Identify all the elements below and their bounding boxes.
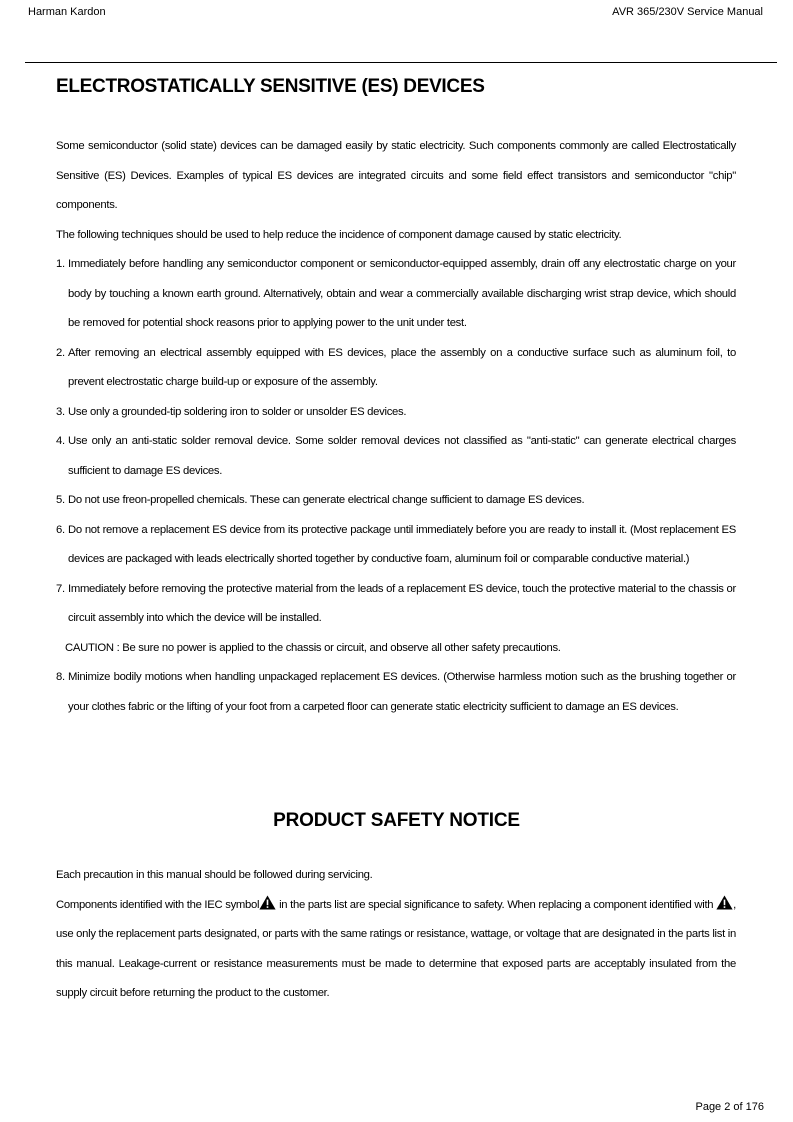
list-item-number: 7. (56, 582, 65, 595)
list-item-text: Immediately before handling any semiconductor component or semiconductor-equipped assembly, drain off any electrostatic charge on your body by touching a known earth ground. Alternatively, obtain and wear a commercially available discharging wrist strap device, which should be removed for potential shock reasons prior to applying power to the unit under test. (68, 258, 736, 329)
list-item (56, 398, 736, 428)
list-item-number: 5. (56, 494, 65, 506)
header-manual-title: AVR 365/230V Service Manual (612, 6, 763, 18)
warning-triangle-icon (259, 895, 276, 910)
list-item (56, 663, 736, 722)
list-item (56, 486, 736, 516)
header-brand: Harman Kardon (28, 6, 106, 18)
safety-precaution-line: Each precaution in this manual should be followed during servicing. (56, 869, 373, 881)
list-item-text: Use only an anti-static solder removal device. Some solder removal devices not classified as "anti-static" can generate electrical charges sufficient to damage ES devices. (68, 435, 736, 477)
techniques-lead-paragraph: The following techniques should be used to help reduce the incidence of component damage caused by static electricity. (56, 228, 622, 241)
list-item-number: 4. (56, 435, 65, 447)
safety-symbol-paragraph (56, 891, 736, 1009)
list-item-number: 1. (56, 258, 65, 270)
list-item (56, 339, 736, 398)
page-number: Page 2 of 176 (695, 1101, 764, 1113)
list-item-text: Minimize bodily motions when handling unpackaged replacement ES devices. (Otherwise harmless motion such as the brushing together or your clothes fabric or the lifting of your foot from a carpeted floor can generate static electricity sufficient to damage an ES devices. (68, 671, 736, 713)
es-intro-paragraph: Some semiconductor (solid state) devices can be damaged easily by static electricity. Such components commonly are called Electrostatically Sensitive (ES) Devices. Examples of typical ES devices are integrated circuits and some field effect transistors and semiconductor "chip" components. (56, 140, 736, 211)
es-section-body (56, 132, 736, 722)
list-item-number: 2. (56, 346, 65, 359)
list-item (56, 516, 736, 575)
symbol-follow-text: in the parts list are special significance to safety. When replacing a component identified with (279, 898, 714, 911)
symbol-lead-text: Components identified with the IEC symbol (56, 898, 260, 911)
list-item (56, 575, 736, 634)
list-item-text: Do not use freon-propelled chemicals. These can generate electrical change sufficient to damage ES devices. (68, 494, 585, 506)
list-item-number: 8. (56, 671, 65, 683)
list-item (56, 250, 736, 339)
list-item-text: Do not remove a replacement ES device from its protective package until immediately before you are ready to install it. (Most replacement ES devices are packaged with leads electrically shorted together by conductive foam, aluminum foil or comparable conductive material.) (68, 523, 736, 565)
header-divider (25, 62, 777, 63)
es-section-title: ELECTROSTATICALLY SENSITIVE (ES) DEVICES (56, 76, 485, 97)
caution-note: CAUTION : Be sure no power is applied to the chassis or circuit, and observe all other safety precautions. (65, 641, 561, 654)
symbol-rest-text: , use only the replacement parts designated, or parts with the same ratings or resistance, wattage, or voltage that are designated in the parts list in this manual. Leakage-current or resistance measurements must be made to determine that exposed parts are acceptably insulated from the supply circuit before returning the product to the customer. (56, 898, 736, 999)
list-item-number: 3. (56, 405, 65, 418)
list-item (56, 427, 736, 486)
list-item-number: 6. (56, 523, 65, 536)
safety-section-title: PRODUCT SAFETY NOTICE (273, 810, 520, 831)
safety-section-body (56, 861, 736, 1009)
list-item-text: Use only a grounded-tip soldering iron to solder or unsolder ES devices. (68, 405, 407, 418)
warning-triangle-icon (716, 895, 733, 910)
list-item-text: Immediately before removing the protective material from the leads of a replacement ES device, touch the protective material to the chassis or circuit assembly into which the device will be installed. (68, 582, 736, 624)
list-item-text: After removing an electrical assembly equipped with ES devices, place the assembly on a conductive surface such as aluminum foil, to prevent electrostatic charge build-up or exposure of the assembly. (68, 346, 736, 388)
